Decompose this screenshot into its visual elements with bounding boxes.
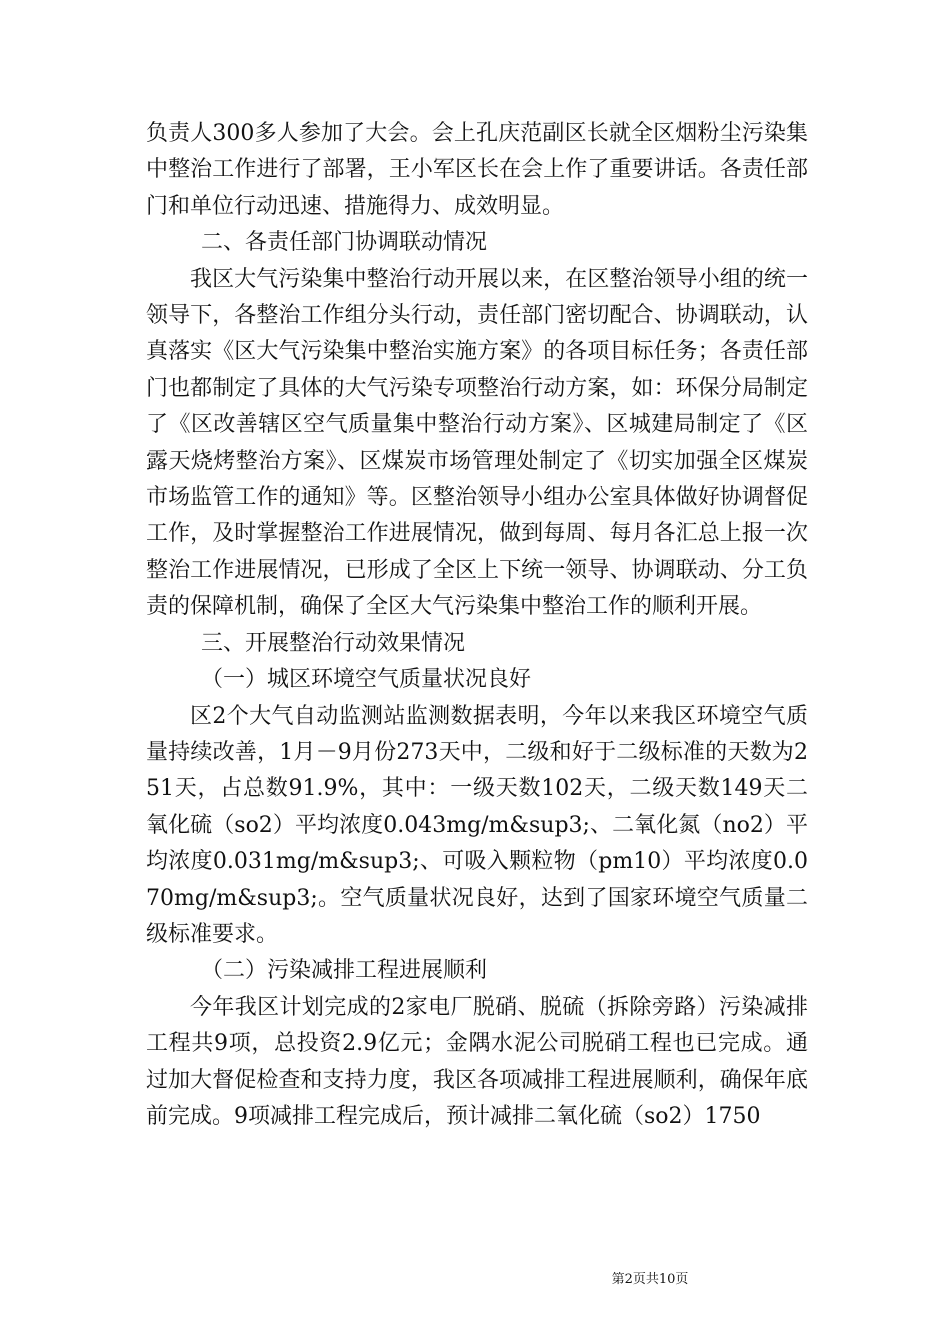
section-heading-coordination: 二、各责任部门协调联动情况 bbox=[201, 230, 488, 256]
paragraph-air-quality: 区2个大气自动监测站监测数据表明，今年以来我区环境空气质量持续改善，1月－9月份273天中，二级和好于二级标准的天数为251天，占总数91.9%，其中：一级天数102天，二级天数149天二氧化硫（so2）平均浓度0.043mg/m&sup3;、二氧化氮（no2）平均浓度0.031mg/m&sup3;、可吸入颗粒物（pm10）平均浓度0.070mg/m&sup3;。空气质量状况良好，达到了国家环境空气质量二级标准要求。 bbox=[146, 703, 808, 947]
subsection-heading-air-quality: （一）城区环境空气质量状况良好 bbox=[201, 667, 532, 693]
page-number-footer: 第2页共10页 bbox=[611, 1272, 689, 1287]
paragraph-emission-reduction: 今年我区计划完成的2家电厂脱硝、脱硫（拆除旁路）污染减排工程共9项，总投资2.9亿元；金隅水泥公司脱硝工程也已完成。通过加大督促检查和支持力度，我区各项减排工程进展顺利，确保年底前完成。9项减排工程完成后，预计减排二氧化硫（so2）1750 bbox=[146, 994, 808, 1129]
paragraph-meeting-summary: 负责人300多人参加了大会。会上孔庆范副区长就全区烟粉尘污染集中整治工作进行了部署，王小军区长在会上作了重要讲话。各责任部门和单位行动迅速、措施得力、成效明显。 bbox=[146, 121, 808, 219]
paragraph-coordination: 我区大气污染集中整治行动开展以来，在区整治领导小组的统一领导下，各整治工作组分头行动，责任部门密切配合、协调联动，认真落实《区大气污染集中整治实施方案》的各项目标任务；各责任部门也都制定了具体的大气污染专项整治行动方案，如：环保分局制定了《区改善辖区空气质量集中整治行动方案》、区城建局制定了《区露天烧烤整治方案》、区煤炭市场管理处制定了《切实加强全区煤炭市场监管工作的通知》等。区整治领导小组办公室具体做好协调督促工作，及时掌握整治工作进展情况，做到每周、每月各汇总上报一次整治工作进展情况，已形成了全区上下统一领导、协调联动、分工负责的保障机制，确保了全区大气污染集中整治工作的顺利开展。 bbox=[146, 266, 808, 620]
section-heading-results: 三、开展整治行动效果情况 bbox=[201, 630, 466, 656]
document-body bbox=[146, 116, 808, 1135]
subsection-heading-emission-reduction: （二）污染减排工程进展顺利 bbox=[201, 958, 488, 984]
